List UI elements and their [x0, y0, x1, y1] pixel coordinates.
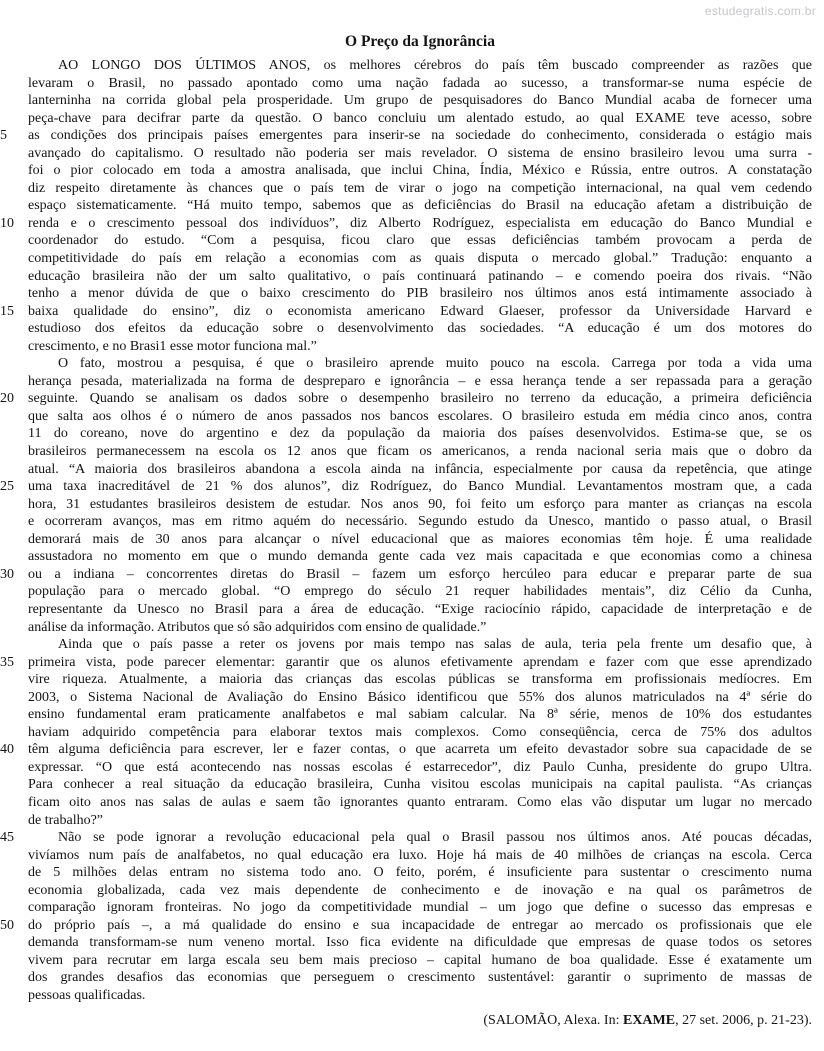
line-text: AO LONGO DOS ÚLTIMOS ANOS, os melhores cérebros do país têm buscado compreender as razões que [58, 58, 812, 73]
line-text: primeira vista, pode parecer elementar: garantir que os alunos efetivamente aprendam e fazer com que esse aprendizado [28, 654, 812, 670]
text-line [28, 408, 812, 426]
text-line [28, 355, 812, 373]
text-line [28, 162, 812, 180]
line-text: que salta aos olhos é o número de anos passados nos bancos escolares. O brasileiro estuda em média cinco anos, contra [28, 408, 812, 424]
line-text: hora, 31 estudantes brasileiros desistem de estudar. Nos anos 90, foi feito um esforço para manter as crianças na escola [28, 496, 812, 512]
line-text: ensino fundamental eram praticamente analfabetos e mal sabiam calcular. Na 8ª série, menos de 10% dos estudantes [28, 707, 812, 723]
line-text: e ocorreram avanços, mas em ritmo aquém do necessário. Segundo estudo da Unesco, mantido o passo atual, o Brasil [28, 514, 812, 530]
line-text: têm alguma deficiência para escrever, ler e fazer contas, o que acarreta um efeito devastador sobre sua capacidade de se [28, 742, 812, 758]
text-line [28, 619, 812, 637]
line-text: vivíamos num país de analfabetos, no qual educação era luxo. Hoje há mais de 40 milhões de crianças na escola. Cerca [28, 847, 812, 863]
line-text: assustadora no momento em que o mundo demanda gente cada vez mais capacitada e que economias como a chinesa [28, 549, 812, 565]
text-line [28, 232, 812, 250]
line-number: 30 [0, 566, 14, 582]
line-text: análise da informação. Atributos que só são adquiridos com ensino de qualidade.” [28, 619, 487, 635]
text-line [28, 496, 812, 514]
line-text: Ainda que o país passe a reter os jovens por mais tempo nas salas de aula, teria pela frente um desafio que, à [58, 637, 812, 653]
text-line [28, 899, 812, 917]
line-text: avançado do capitalismo. O resultado não poderia ser mais revelador. O sistema de ensino brasileiro levou uma surra - [28, 145, 812, 161]
line-text: comparação ignoram fronteiras. No jogo da competitividade mundial – um jogo que define o sucesso das empresas e [28, 900, 812, 916]
text-line [28, 864, 812, 882]
text-line [28, 338, 812, 356]
line-text: diz respeito diretamente às chances que o país tem de virar o jogo na competição internacional, na qual vem cedendo [28, 180, 812, 196]
text-line [28, 882, 812, 900]
line-text: espaço sistematicamente. “Há muito tempo, sabemos que as deficiências do Brasil na educação afetam a distribuição de [28, 198, 812, 214]
line-text: vivem para recrutar em larga escala seu bem mais precioso – capital humano de boa qualidade. Esse é exatamente um [28, 952, 812, 968]
text-line [0, 303, 812, 321]
line-text: coordenador do estudo. “Com a pesquisa, ficou claro que essas deficiências também provocam a perda de [28, 233, 812, 249]
text-line [28, 794, 812, 812]
line-text: representante da Unesco no Brasil para a área de educação. “Exige raciocínio rápido, capacidade de interpretação e de [28, 601, 812, 617]
text-line [28, 548, 812, 566]
line-text: 2003, o Sistema Nacional de Avaliação do Ensino Básico identificou que 55% dos alunos matriculados na 4ª série do [28, 689, 812, 705]
line-text: brasileiros permanecessem na escola os 12 anos que ficam os americanos, a renda nacional seria mais que o dobro da [28, 444, 812, 460]
text-line [28, 601, 812, 619]
line-text: lanterninha na corrida global pela prosperidade. Um grupo de pesquisadores do Banco Mundial acaba de fornecer uma [28, 93, 812, 109]
line-number: 20 [0, 391, 14, 407]
text-line [28, 759, 812, 777]
line-text: demanda transformam-se num veneno mortal. Isso fica evidente na dificuldade que empresas de quase todos os setores [28, 935, 812, 951]
text-line [28, 847, 812, 865]
line-text: demorará mais de 30 anos para alcançar o nível educacional que as maiores economias têm hoje. É uma realidade [28, 531, 812, 547]
line-text: pessoas qualificadas. [28, 987, 146, 1003]
text-line [28, 583, 812, 601]
line-number: 25 [0, 479, 14, 495]
line-text: seguinte. Quando se analisam os dados sobre o desempenho brasileiro no terreno da educação, a primeira deficiência [28, 391, 812, 407]
text-line [28, 671, 812, 689]
text-line [0, 478, 812, 496]
line-number: 50 [0, 917, 14, 933]
text-line [28, 425, 812, 443]
line-text: população para o mercado global. “O emprego do século 21 requer habilidades mentais”, diz Célio da Cunha, [28, 584, 812, 600]
line-text: educação brasileira não der um salto qualitativo, o país continuará patinando – e comendo poeira dos rivais. “Não [28, 268, 812, 284]
text-line [28, 320, 812, 338]
line-number: 5 [0, 128, 7, 144]
line-text: do próprio país –, a má qualidade do ensino e sua incapacidade de entregar ao mercado os profissionais que ele [28, 917, 812, 933]
text-line [0, 566, 812, 584]
line-text: foi o pior colocado em toda a amostra analisada, que inclui China, Índia, México e Rússia, entre outros. A constatação [28, 163, 812, 179]
text-line [28, 776, 812, 794]
line-text: tenho a menor dúvida de que o baixo crescimento do PIB brasileiro nos últimos anos está intimamente associado à [28, 286, 812, 302]
text-line [28, 443, 812, 461]
line-text: Não se pode ignorar a revolução educacional pela qual o Brasil passou nos últimos anos. Até poucas décadas, [58, 830, 812, 846]
line-text: estudioso dos efeitos da educação sobre o desenvolvimento das sociedades. “A educação é um dos motores do [28, 321, 812, 337]
line-text: Para conhecer a real situação da educação brasileira, Cunha visitou escolas municipais na capital paulista. “As crianças [28, 777, 812, 793]
text-line [28, 180, 812, 198]
text-line [28, 636, 812, 654]
line-number: 45 [0, 830, 14, 846]
text-line [28, 969, 812, 987]
line-text: 11 do coreano, nove do argentino e dez da população da maioria dos países desenvolvidos. Estima-se que, se os [28, 426, 812, 442]
text-line [28, 987, 812, 1005]
watermark: estudegratis.com.br [704, 4, 816, 18]
text-line [28, 57, 812, 75]
text-line [0, 741, 812, 759]
citation-suffix: , 27 set. 2006, p. 21-23). [675, 1012, 812, 1028]
text-line [28, 689, 812, 707]
text-line [0, 127, 812, 145]
text-line [28, 268, 812, 286]
text-line [28, 724, 812, 742]
line-text: crescimento, e no Brasi1 esse motor funciona mal.” [28, 338, 317, 354]
text-line [0, 829, 812, 847]
line-text: uma taxa inacreditável de 21 % dos alunos”, diz Rodríguez, do Banco Mundial. Levantamentos mostram que, a cada [28, 479, 812, 495]
text-line [0, 215, 812, 233]
text-line [28, 75, 812, 93]
line-number: 10 [0, 215, 14, 231]
line-text: peça-chave para decifrar parte da questão. O banco concluiu um alentado estudo, ao qual EXAME teve acesso, sobre [28, 110, 812, 126]
text-line [28, 250, 812, 268]
text-line [28, 92, 812, 110]
line-text: dos grandes desafios das economias que perseguem o crescimento sustentável: garantir o suprimento de massas de [28, 970, 812, 986]
line-number: 15 [0, 303, 14, 319]
line-text: as condições dos principais países emergentes para inserir-se na sociedade do conhecimento, considerada o estágio mais [28, 128, 812, 144]
line-text: atual. “A maioria dos brasileiros abandona a escola ainda na infância, especialmente por causa da repetência, que atinge [28, 461, 812, 477]
line-text: renda e o crescimento pessoal dos indivíduos”, diz Alberto Rodríguez, especialista em educação do Banco Mundial e [28, 215, 812, 231]
citation [28, 1012, 812, 1029]
text-body [0, 57, 812, 1005]
text-line [28, 373, 812, 391]
text-line [0, 917, 812, 935]
text-line [28, 513, 812, 531]
text-line [28, 812, 812, 830]
line-text: expressar. “O que está acontecendo nas nossas escolas é estarrecedor”, diz Paulo Cunha, presidente do grupo Ultra. [28, 759, 812, 775]
text-line [28, 531, 812, 549]
page-title: O Preço da Ignorância [345, 33, 495, 50]
text-line [28, 952, 812, 970]
line-text: haviam adquirido competência para elaborar textos mais complexos. Como conseqüência, cerca de 75% dos adultos [28, 724, 812, 740]
citation-source: EXAME [622, 1012, 676, 1028]
line-text: competitividade do país em relação a economias com as quais disputa o mercado global.” Tradução: enquanto a [28, 251, 812, 267]
line-number: 40 [0, 742, 14, 758]
line-text: economia globalizada, cada vez mais dependente de conhecimento e de inovação e na qual os parâmetros de [28, 882, 812, 898]
line-text: vire riqueza. Atualmente, a maioria das crianças das escolas públicas se transforma em profissionais medíocres. Em [28, 672, 812, 688]
line-text: de 5 milhões delas entram no sistema todo ano. O feito, porém, é insuficiente para sustentar o crescimento numa [28, 865, 812, 881]
line-text: O fato, mostrou a pesquisa, é que o brasileiro aprende muito pouco na escola. Carrega por toda a vida uma [58, 356, 812, 372]
citation-prefix: (SALOMÃO, Alexa. In: [483, 1012, 623, 1028]
text-line [0, 390, 812, 408]
line-text: ficam oito anos nas salas de aulas e saem tão ignorantes quanto entraram. Como elas vão disputar um lugar no mercado [28, 794, 812, 810]
line-number: 35 [0, 654, 14, 670]
text-line [28, 145, 812, 163]
text-line [0, 654, 812, 672]
line-text: levaram o Brasil, no passado apontado como uma nação fadada ao sucesso, a transformar-se numa espécie de [28, 75, 812, 91]
text-line [28, 110, 812, 128]
text-line [28, 197, 812, 215]
line-text: ou a indiana – concorrentes diretas do Brasil – fazem um esforço hercúleo para educar e preparar parte de sua [28, 566, 812, 582]
text-line [28, 934, 812, 952]
text-line [28, 461, 812, 479]
text-line [28, 706, 812, 724]
text-line [28, 285, 812, 303]
line-text: baixa qualidade do ensino”, diz o economista americano Edward Glaeser, professor da Universidade Harvard e [28, 303, 812, 319]
line-text: de trabalho?” [28, 812, 104, 828]
line-text: herança pesada, materializada na forma de despreparo e ignorância – e essa herança tende a ser repassada para a geração [28, 373, 812, 389]
